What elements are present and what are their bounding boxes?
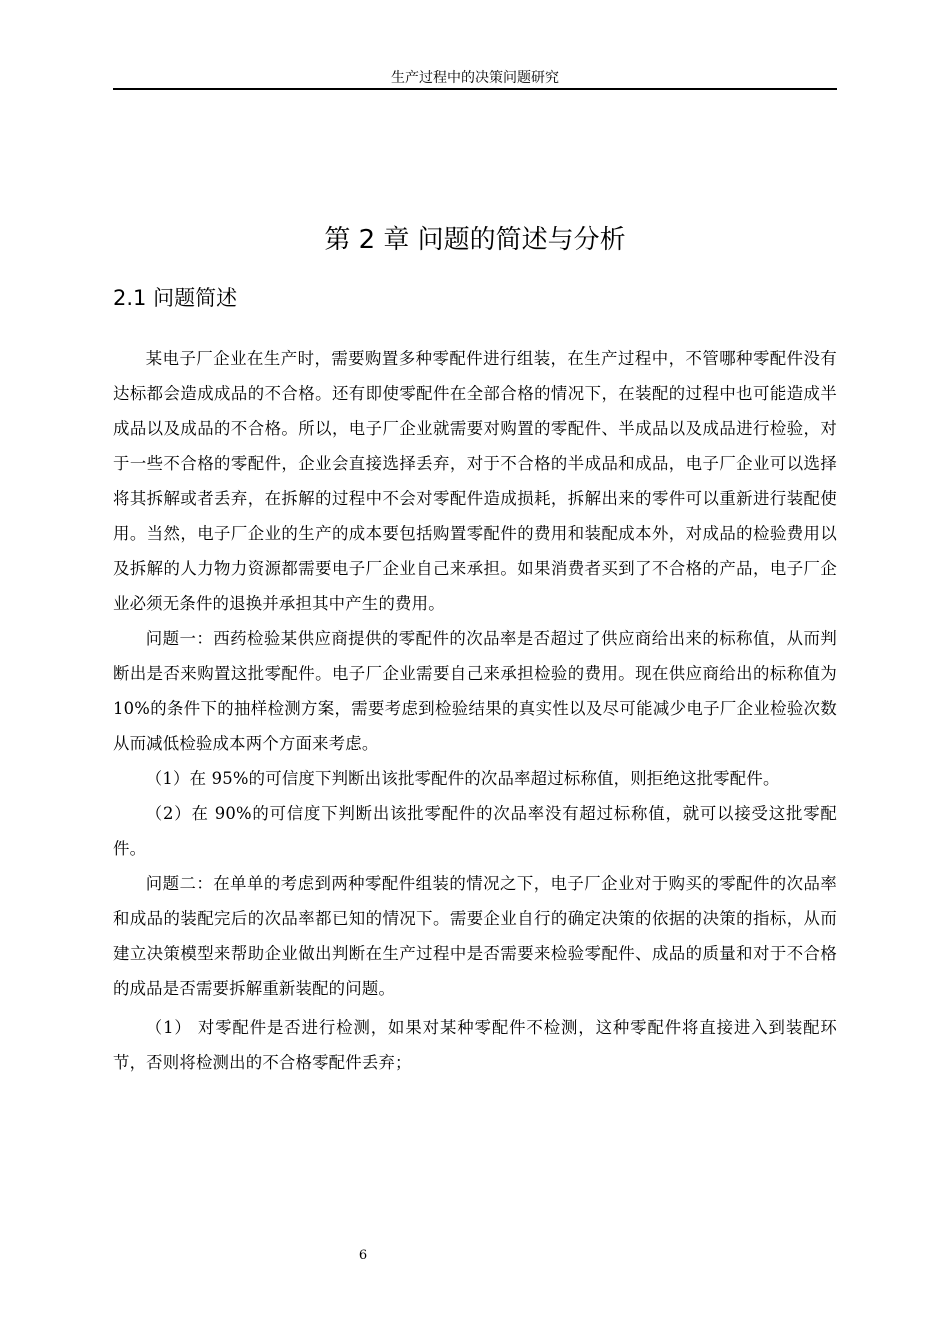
body-text	[113, 341, 837, 1080]
page-number: 6	[358, 1248, 368, 1263]
paragraph-item-parts-check: （1） 对零配件是否进行检测，如果对某种零配件不检测，这种零配件将直接进入到装配环节，否则将检测出的不合格零配件丢弃；	[113, 1018, 837, 1072]
chapter-title: 第 2 章 问题的简述与分析	[324, 225, 626, 255]
header-rule	[113, 88, 837, 90]
section-title: 2.1 问题简述	[113, 286, 238, 310]
paragraph-item-90: （2）在 90%的可信度下判断出该批零配件的次品率没有超过标称值，就可以接受这批零配件。	[113, 804, 837, 858]
running-header: 生产过程中的决策问题研究	[391, 70, 559, 86]
paragraph-item-95: （1）在 95%的可信度下判断出该批零配件的次品率超过标称值，则拒绝这批零配件。	[145, 769, 780, 788]
paragraph-intro: 某电子厂企业在生产时，需要购置多种零配件进行组装，在生产过程中，不管哪种零配件没有达标都会造成成品的不合格。还有即使零配件在全部合格的情况下，在装配的过程中也可能造成半成品以及成品的不合格。所以，电子厂企业就需要对购置的零配件、半成品以及成品进行检验，对于一些不合格的零配件，企业会直接选择丢弃，对于不合格的半成品和成品，电子厂企业可以选择将其拆解或者丢弃，在拆解的过程中不会对零配件造成损耗，拆解出来的零件可以重新进行装配使用。当然，电子厂企业的生产的成本要包括购置零配件的费用和装配成本外，对成品的检验费用以及拆解的人力物力资源都需要电子厂企业自己来承担。如果消费者买到了不合格的产品，电子厂企业必须无条件的退换并承担其中产生的费用。	[113, 349, 837, 613]
paragraph-problem-two: 问题二：在单单的考虑到两种零配件组装的情况之下，电子厂企业对于购买的零配件的次品率和成品的装配完后的次品率都已知的情况下。需要企业自行的确定决策的依据的决策的指标，从而建立决策模型来帮助企业做出判断在生产过程中是否需要来检验零配件、成品的质量和对于不合格的成品是否需要拆解重新装配的问题。	[113, 874, 837, 998]
paragraph-problem-one: 问题一：西药检验某供应商提供的零配件的次品率是否超过了供应商给出来的标称值，从而判断出是否来购置这批零配件。电子厂企业需要自己来承担检验的费用。现在供应商给出的标称值为 10%的条件下的抽样检测方案，需要考虑到检验结果的真实性以及尽可能减少电子厂企业检验次数从而减低检验成本两个方面来考虑。	[113, 629, 837, 753]
